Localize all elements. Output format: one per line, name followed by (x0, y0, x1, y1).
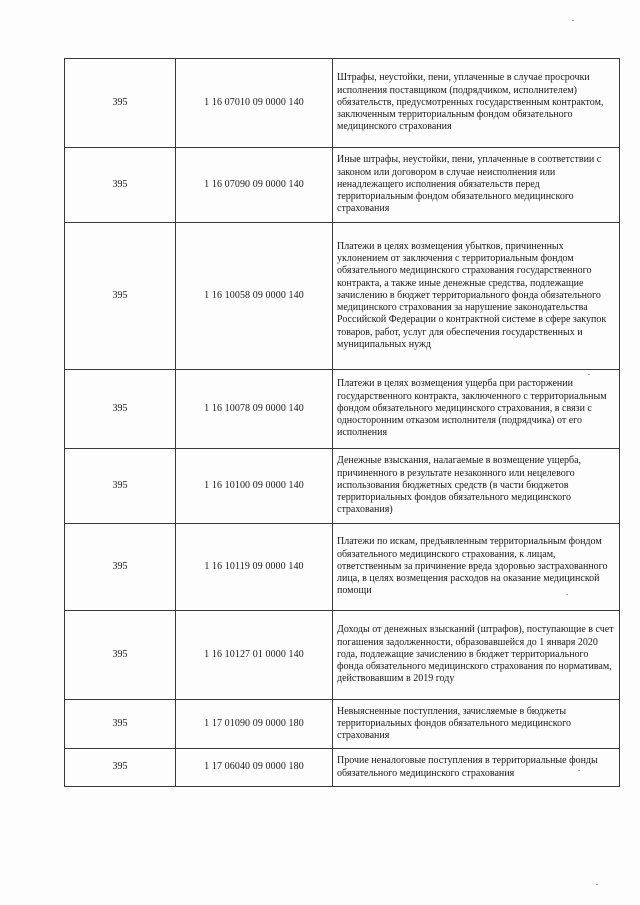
table-row (65, 749, 620, 787)
revenue-name-text: Невыясненные поступления, зачисляемые в бюджеты территориальных фондов обязательного медицинского страхования (337, 705, 571, 742)
revenue-codes-table (64, 58, 620, 787)
revenue-name-cell (333, 370, 620, 449)
revenue-name-text: Денежные взыскания, налагаемые в возмещение ущерба, причиненного в результате незаконного или нецелевого использования бюджетных средств (в части бюджетов территориальных фондов обязательного медицинского страхования) (337, 455, 582, 516)
revenue-name-cell (333, 749, 620, 787)
budget-code-cell: 1 16 10078 09 0000 140 (176, 370, 333, 449)
revenue-name-text: Платежи по искам, предъявленным территориальным фондом обязательного медицинского страхования, к лицам, ответственным за причинение вреда здоровью застрахованного лица, в целях возмещения расходов на оказание медицинской помощи (337, 536, 608, 597)
revenue-name-cell (333, 59, 620, 148)
scan-speck (566, 594, 568, 595)
admin-code-cell: 395 (65, 449, 176, 524)
revenue-name-cell (333, 524, 620, 611)
budget-code-cell: 1 16 10127 01 0000 140 (176, 611, 333, 700)
scan-speck (596, 884, 598, 885)
admin-code-cell: 395 (65, 370, 176, 449)
revenue-name-text: Иные штрафы, неустойки, пени, уплаченные в соответствии с законом или договором в случае неисполнения или ненадлежащего исполнения обязательств перед территориальным фондом обязательного медицинского страхования (337, 154, 602, 215)
admin-code-cell: 395 (65, 148, 176, 223)
budget-code-cell: 1 16 10119 09 0000 140 (176, 524, 333, 611)
revenue-name-text: Платежи в целях возмещения ущерба при расторжении государственного контракта, заключенного с территориальным фондом обязательного медицинского страхования, в связи с односторонним отказом исполнителя (подрядчика) от его исполнения (337, 378, 607, 439)
table-row (65, 59, 620, 148)
table-row (65, 449, 620, 524)
budget-code-cell: 1 17 06040 09 0000 180 (176, 749, 333, 787)
revenue-name-text: Доходы от денежных взысканий (штрафов), поступающие в счет погашения задолженности, образовавшейся до 1 января 2020 года, подлежащие зачислению в бюджет территориального фонда обязательного медицинского страхования по нормативам, действовавшим в 2019 году (337, 624, 614, 685)
table-row (65, 700, 620, 749)
admin-code-cell: 395 (65, 700, 176, 749)
revenue-name-text: Прочие неналоговые поступления в территориальные фонды обязательного медицинского страхования (337, 755, 598, 779)
budget-code-cell: 1 16 07010 09 0000 140 (176, 59, 333, 148)
revenue-name-cell (333, 611, 620, 700)
revenue-name-text: Платежи в целях возмещения убытков, причиненных уклонением от заключения с территориальным фондом обязательного медицинского страхования государственного контракта, а также иные денежные средства, подлежащие зачислению в бюджет территориального фонда обязательного медицинского страхования за нарушение законодательства Российской Федерации о контрактной системе в сфере закупок товаров, работ, услуг для обеспечения государственных и муниципальных нужд (337, 241, 607, 350)
scan-speck (578, 770, 580, 771)
table-row (65, 611, 620, 700)
table-row (65, 370, 620, 449)
revenue-name-cell (333, 700, 620, 749)
scan-speck (572, 20, 574, 21)
revenue-name-cell (333, 449, 620, 524)
budget-code-cell: 1 16 10100 09 0000 140 (176, 449, 333, 524)
table-row (65, 148, 620, 223)
admin-code-cell: 395 (65, 524, 176, 611)
revenue-name-text: Штрафы, неустойки, пени, уплаченные в случае просрочки исполнения поставщиком (подрядчиком, исполнителем) обязательств, предусмотренных государственным контрактом, заключенным территориальным фондом обязательного медицинского страхования (337, 72, 604, 133)
admin-code-cell: 395 (65, 611, 176, 700)
table-row (65, 223, 620, 370)
budget-code-cell: 1 17 01090 09 0000 180 (176, 700, 333, 749)
admin-code-cell: 395 (65, 59, 176, 148)
scan-speck (588, 374, 590, 375)
table-row (65, 524, 620, 611)
revenue-name-cell (333, 148, 620, 223)
budget-code-cell: 1 16 10058 09 0000 140 (176, 223, 333, 370)
budget-code-cell: 1 16 07090 09 0000 140 (176, 148, 333, 223)
revenue-name-cell (333, 223, 620, 370)
admin-code-cell: 395 (65, 223, 176, 370)
admin-code-cell: 395 (65, 749, 176, 787)
